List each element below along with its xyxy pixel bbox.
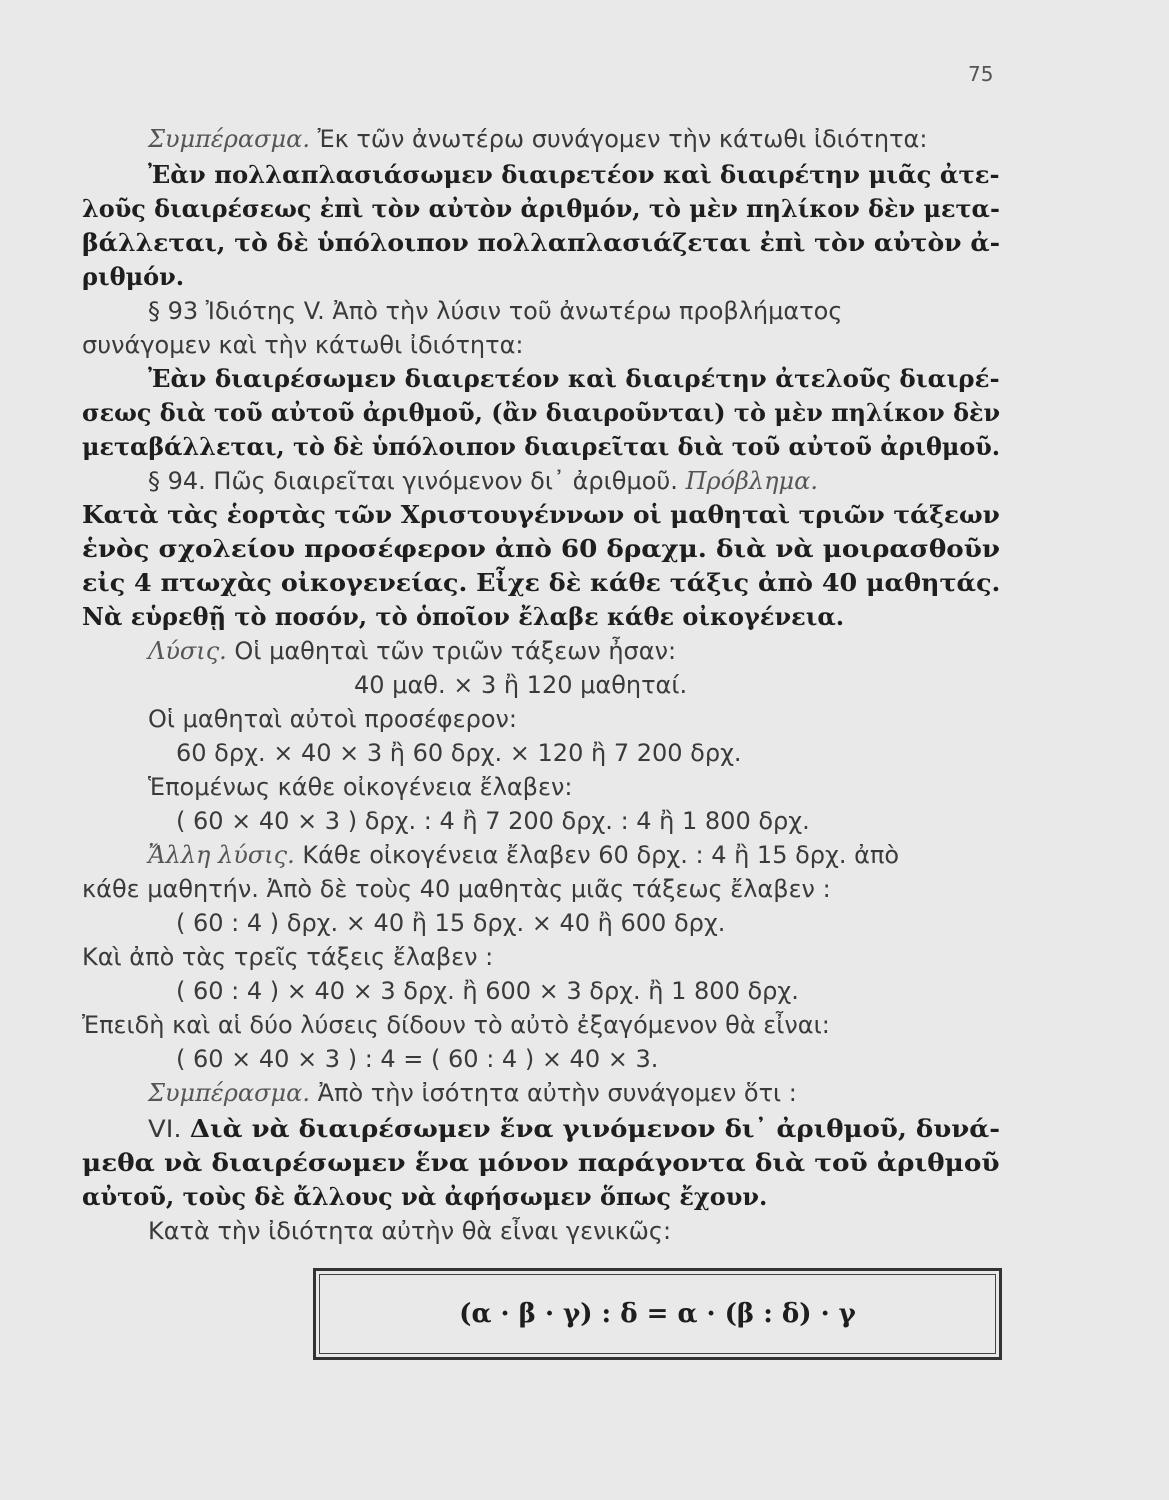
text-run: Κατὰ τὰς ἑορτὰς τῶν Χριστουγέννων οἱ μαθηταὶ τριῶν τάξεων bbox=[82, 500, 1000, 529]
text-run: ( 60 × 40 × 3 ) δρχ. : 4 ἢ 7 200 δρχ. : 4 ἢ 1 800 δρχ. bbox=[176, 807, 810, 835]
text-run: VI. bbox=[148, 1115, 190, 1143]
text-line bbox=[82, 194, 1000, 224]
text-line bbox=[176, 806, 810, 836]
text-line bbox=[82, 1148, 1000, 1178]
text-run: Ἐὰν διαιρέσωμεν διαιρετέον καὶ διαιρέτην ἀτελοῦς διαιρέ- bbox=[148, 364, 1000, 393]
text-run: Συμπέρασμα. bbox=[148, 125, 310, 153]
text-run: Λύσις. bbox=[148, 637, 227, 665]
text-run: § 94. Πῶς διαιρεῖται γινόμενον δι᾽ ἀριθμοῦ. bbox=[148, 467, 686, 495]
text-line bbox=[82, 534, 1000, 564]
text-line bbox=[82, 398, 1000, 428]
text-line bbox=[82, 262, 184, 292]
text-run: § 93 Ἰδιότης V. Ἀπὸ τὴν λύσιν τοῦ ἀνωτέρω προβλήματος bbox=[148, 297, 843, 325]
text-line bbox=[148, 124, 927, 154]
text-run: 40 μαθ. × 3 ἢ 120 μαθηταί. bbox=[354, 671, 688, 699]
formula: (α · β · γ) : δ = α · (β : δ) · γ bbox=[459, 1299, 856, 1329]
text-line bbox=[148, 296, 842, 326]
text-run: Πρόβλημα. bbox=[685, 467, 818, 495]
text-line bbox=[148, 160, 1000, 190]
text-run: Ἐπειδὴ καὶ αἱ δύο λύσεις δίδουν τὸ αὐτὸ ἐξαγόμενον θὰ εἶναι: bbox=[82, 1011, 830, 1039]
text-line bbox=[176, 976, 799, 1006]
text-run: ( 60 : 4 ) δρχ. × 40 ἢ 15 δρχ. × 40 ἢ 600 δρχ. bbox=[176, 909, 726, 937]
text-line bbox=[148, 636, 676, 666]
text-line bbox=[82, 602, 844, 632]
page-number: 75 bbox=[968, 62, 994, 86]
text-line bbox=[176, 1044, 658, 1074]
text-line bbox=[82, 942, 493, 972]
text-run: Ἀπὸ τὴν ἰσότητα αὐτὴν συνάγομεν ὅτι : bbox=[309, 1079, 797, 1107]
text-line bbox=[82, 1182, 767, 1212]
text-line bbox=[148, 466, 818, 496]
text-run: ριθμόν. bbox=[82, 262, 185, 291]
text-line bbox=[148, 1216, 671, 1246]
text-run: ἑνὸς σχολείου προσέφερον ἀπὸ 60 δραχμ. διὰ νὰ μοιρασθοῦν bbox=[82, 534, 1001, 563]
formula-box bbox=[313, 1268, 1002, 1360]
text-line bbox=[148, 1078, 797, 1108]
text-run: Οἱ μαθηταὶ αὐτοὶ προσέφερον: bbox=[148, 705, 517, 733]
text-line bbox=[148, 1114, 1000, 1144]
text-run: Οἱ μαθηταὶ τῶν τριῶν τάξεων ἦσαν: bbox=[226, 637, 677, 665]
text-run: 60 δρχ. × 40 × 3 ἢ 60 δρχ. × 120 ἢ 7 200 δρχ. bbox=[176, 739, 742, 767]
text-run: Συμπέρασμα. bbox=[148, 1079, 310, 1107]
text-run: λοῦς διαιρέσεως ἐπὶ τὸν αὐτὸν ἀριθμόν, τὸ μὲν πηλίκον δὲν μετα- bbox=[82, 194, 1000, 223]
text-run: μεθα νὰ διαιρέσωμεν ἕνα μόνον παράγοντα διὰ τοῦ ἀριθμοῦ bbox=[82, 1148, 1000, 1177]
text-line bbox=[354, 670, 687, 700]
text-line bbox=[82, 228, 1000, 258]
text-line bbox=[82, 432, 1000, 462]
text-run: ( 60 : 4 ) × 40 × 3 δρχ. ἢ 600 × 3 δρχ. ἢ 1 800 δρχ. bbox=[176, 977, 799, 1005]
text-run: κάθε μαθητήν. Ἀπὸ δὲ τοὺς 40 μαθητὰς μιᾶς τάξεως ἔλαβεν : bbox=[82, 875, 831, 903]
text-run: Καὶ ἀπὸ τὰς τρεῖς τάξεις ἔλαβεν : bbox=[82, 943, 494, 971]
text-line bbox=[82, 568, 1000, 598]
text-run: Νὰ εὑρεθῇ τὸ ποσόν, τὸ ὁποῖον ἔλαβε κάθε οἰκογένεια. bbox=[82, 602, 845, 631]
text-run: Ἐὰν πολλαπλασιάσωμεν διαιρετέον καὶ διαιρέτην μιᾶς ἀτε- bbox=[148, 160, 1000, 189]
text-line bbox=[148, 772, 572, 802]
text-line bbox=[82, 874, 831, 904]
text-line bbox=[82, 1010, 830, 1040]
text-run: Διὰ νὰ διαιρέσωμεν ἕνα γινόμενον δι᾽ ἀριθμοῦ, δυνά- bbox=[189, 1114, 1000, 1143]
text-run: Ἄλλη λύσις. bbox=[148, 841, 295, 869]
text-line bbox=[82, 500, 1000, 530]
text-line bbox=[176, 738, 742, 768]
text-run: Ἑπομένως κάθε οἰκογένεια ἔλαβεν: bbox=[148, 773, 573, 801]
text-line bbox=[82, 330, 523, 360]
text-run: Κάθε οἰκογένεια ἔλαβεν 60 δρχ. : 4 ἢ 15 δρχ. ἀπὸ bbox=[294, 841, 900, 869]
text-line bbox=[148, 704, 517, 734]
text-run: Κατὰ τὴν ἰδιότητα αὐτὴν θὰ εἶναι γενικῶς: bbox=[148, 1217, 672, 1245]
text-line bbox=[148, 364, 1000, 394]
text-run: ( 60 × 40 × 3 ) : 4 = ( 60 : 4 ) × 40 × 3. bbox=[176, 1045, 659, 1073]
text-run: συνάγομεν καὶ τὴν κάτωθι ἰδιότητα: bbox=[82, 331, 524, 359]
text-line bbox=[148, 840, 899, 870]
text-run: μεταβάλλεται, τὸ δὲ ὑπόλοιπον διαιρεῖται διὰ τοῦ αὐτοῦ ἀριθμοῦ. bbox=[82, 432, 1001, 461]
text-run: αὐτοῦ, τοὺς δὲ ἄλλους νὰ ἀφήσωμεν ὅπως ἔχουν. bbox=[82, 1182, 768, 1211]
text-line bbox=[176, 908, 725, 938]
text-run: βάλλεται, τὸ δὲ ὑπόλοιπον πολλαπλασιάζεται ἐπὶ τὸν αὐτὸν ἀ- bbox=[82, 228, 1001, 257]
text-run: Ἐκ τῶν ἀνωτέρω συνάγομεν τὴν κάτωθι ἰδιότητα: bbox=[309, 125, 928, 153]
text-run: σεως διὰ τοῦ αὐτοῦ ἀριθμοῦ, (ἂν διαιροῦνται) τὸ μὲν πηλίκον δὲν bbox=[82, 398, 1001, 427]
text-run: εἰς 4 πτωχὰς οἰκογενείας. Εἶχε δὲ κάθε τάξις ἀπὸ 40 μαθητάς. bbox=[82, 568, 1001, 597]
